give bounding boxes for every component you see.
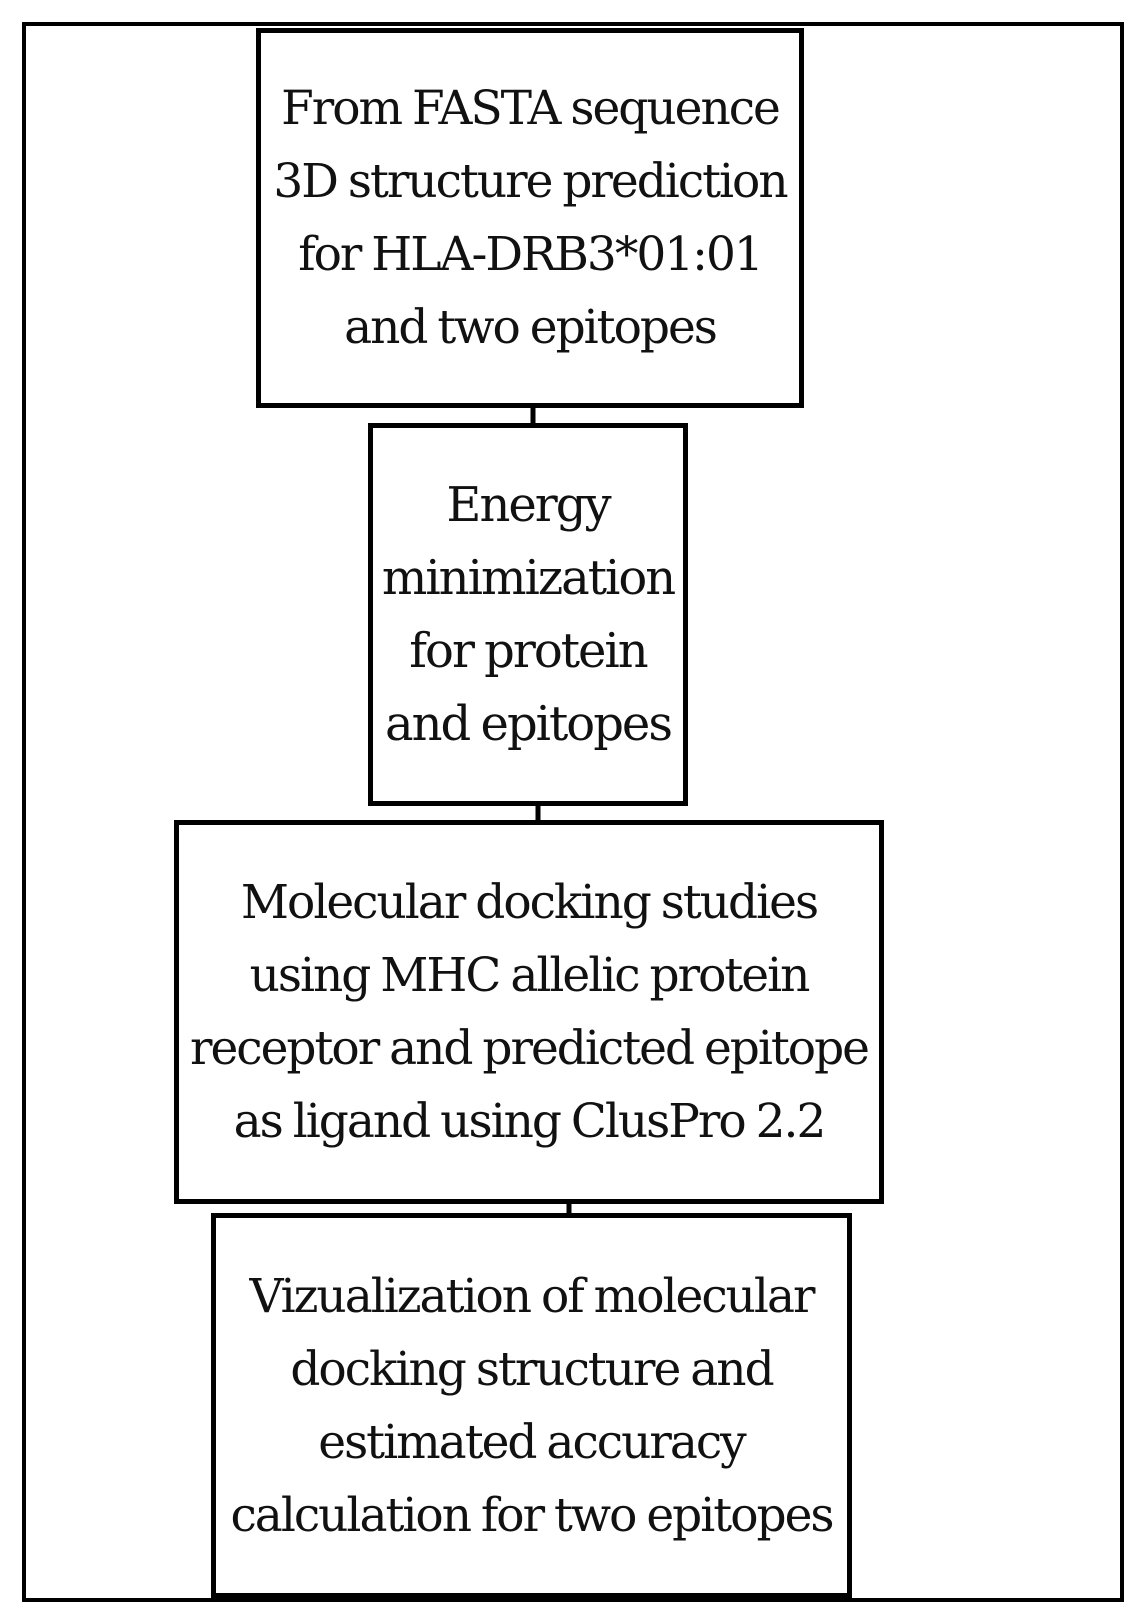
step-line: as ligand using ClusPro 2.2 [233, 1094, 825, 1149]
step-box-energy-minimization [368, 423, 688, 806]
step-line: and epitopes [385, 695, 671, 752]
step-line: receptor and predicted epitope [190, 1021, 868, 1076]
step-line: Energy [446, 476, 610, 533]
step-line: using MHC allelic protein [249, 948, 809, 1003]
step-line: Molecular docking studies [240, 875, 818, 930]
step-box-visualization [211, 1213, 852, 1598]
step-line: Vizualization of molecular [249, 1268, 814, 1324]
step-box-structure-prediction [256, 28, 804, 408]
step-box-molecular-docking [174, 820, 884, 1204]
step-line: estimated accuracy [318, 1414, 745, 1470]
step-text [273, 72, 786, 364]
step-line: docking structure and [290, 1341, 773, 1397]
step-line: 3D structure prediction [273, 154, 787, 209]
step-line: for protein [409, 622, 647, 679]
step-line: calculation for two epitopes [230, 1487, 833, 1543]
step-text [230, 1260, 832, 1552]
step-text [190, 866, 868, 1158]
step-line: for HLA-DRB3*01:01 [298, 227, 762, 282]
step-line: From FASTA sequence [281, 81, 779, 136]
step-line: and two epitopes [344, 300, 716, 355]
step-line: minimization [381, 549, 675, 606]
step-text [382, 469, 674, 761]
